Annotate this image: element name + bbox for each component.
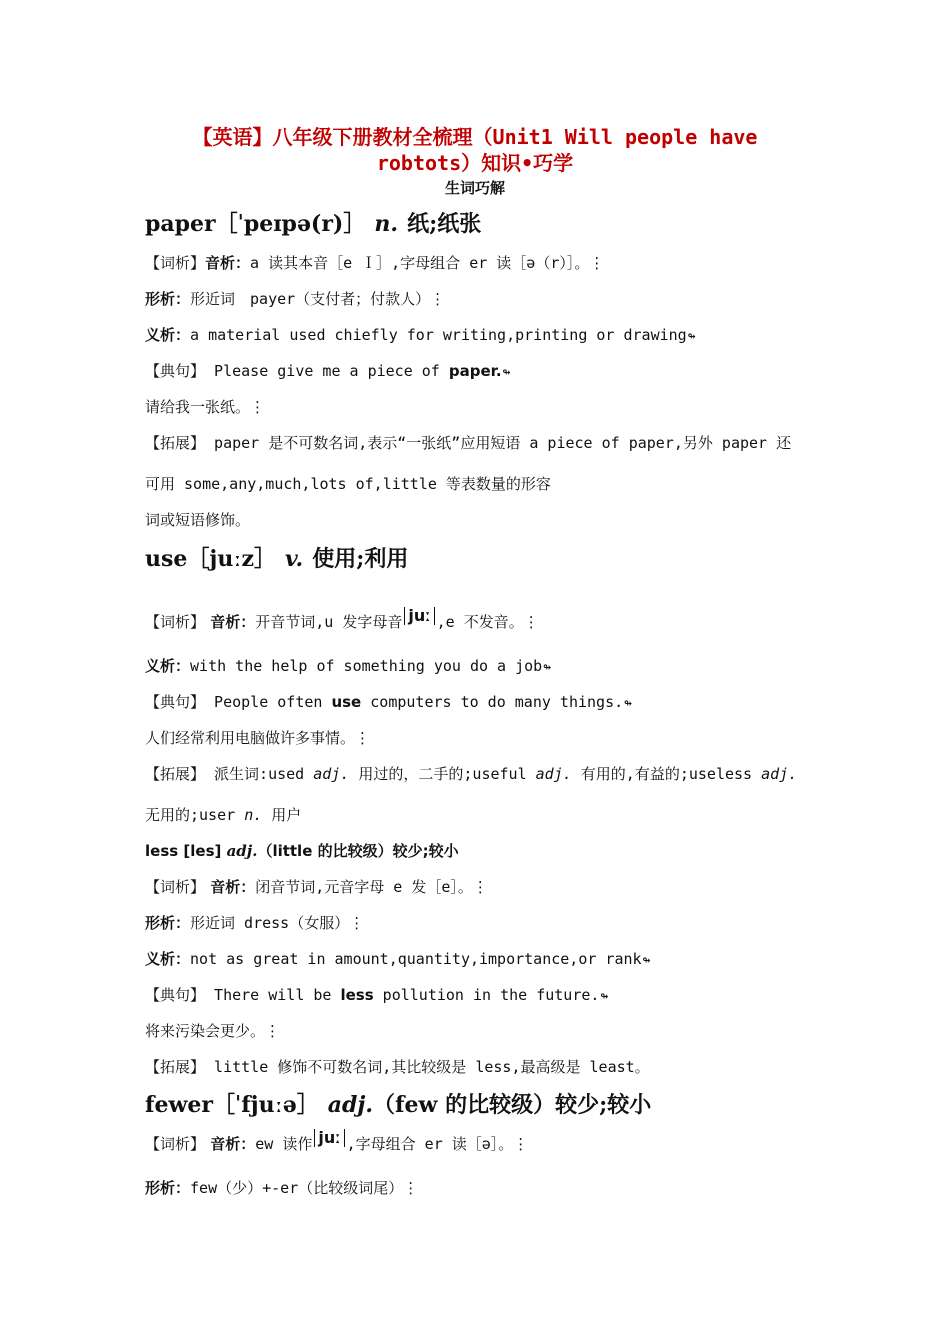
label: 音析： xyxy=(205,613,256,631)
continuation-mark-icon: ↬ xyxy=(642,953,651,968)
less-meaning-analysis xyxy=(145,948,650,969)
use-extension-1 xyxy=(145,763,797,784)
part-of-speech: adj. xyxy=(226,842,258,860)
headword-meaning: （few 的比较级）较少;较小 xyxy=(373,1092,652,1118)
paper-form-analysis xyxy=(145,288,445,309)
fewer-form-analysis xyxy=(145,1177,418,1198)
less-example-translation: 将来污染会更少。⋮ xyxy=(145,1022,281,1040)
entry-paper-headword xyxy=(145,207,481,238)
headword: paper［ˈpeɪpə(r)］ xyxy=(145,211,366,237)
text: 形近词 dress（女服）⋮ xyxy=(190,914,365,932)
tag: 【词析】 xyxy=(145,613,206,631)
tag: 【词析】 xyxy=(145,254,206,272)
text: a material used chiefly for writing,printing or drawing xyxy=(190,326,687,344)
text: There will be xyxy=(205,986,341,1004)
text: with the help of something you do a job xyxy=(190,657,543,675)
continuation-mark-icon: ↬ xyxy=(543,660,552,675)
text: People often xyxy=(205,693,332,711)
entry-use-headword xyxy=(145,542,408,573)
label: 义析： xyxy=(145,950,191,968)
keyword: less xyxy=(340,986,374,1004)
ipa-symbol: juː xyxy=(314,1129,344,1147)
part-of-speech: n. xyxy=(374,211,399,237)
use-example-translation: 人们经常利用电脑做许多事情。⋮ xyxy=(145,729,371,747)
continuation-mark-icon: ↬ xyxy=(624,696,632,711)
part-of-speech: v. xyxy=(284,546,304,572)
text: ,e 不发音。⋮ xyxy=(436,613,539,631)
use-example-sentence xyxy=(145,691,632,712)
part-of-speech: adj. xyxy=(327,1092,374,1118)
headword: use［juːz］ xyxy=(145,546,276,572)
label: 形析： xyxy=(145,290,191,308)
paper-meaning-analysis xyxy=(145,324,696,345)
text: pollution in the future. xyxy=(373,986,600,1004)
use-meaning-analysis xyxy=(145,655,551,676)
ipa-symbol: juː xyxy=(404,607,434,625)
less-extension xyxy=(145,1056,650,1077)
text: ew 读作 xyxy=(255,1135,313,1153)
headword-meaning: 使用;利用 xyxy=(312,546,409,572)
paper-example-sentence xyxy=(145,360,510,381)
continuation-mark-icon: ↬ xyxy=(502,365,511,380)
text: a 读其本音［e Ｉ］,字母组合 er 读［ə（r）］。⋮ xyxy=(250,254,605,272)
doc-title-line-2: robtots）知识•巧学 xyxy=(376,151,574,175)
headword-meaning: 纸;纸张 xyxy=(407,211,482,237)
text: 有用的,有益的;useless xyxy=(571,765,762,783)
label: 音析： xyxy=(205,254,251,272)
less-phonetic-analysis xyxy=(145,876,488,897)
text: 闭音节词,元音字母 e 发［e］。⋮ xyxy=(255,878,488,896)
keyword: use xyxy=(331,693,362,711)
section-subtitle: 生词巧解 xyxy=(444,179,505,197)
headword: fewer［ˈfjuːə］ xyxy=(145,1092,319,1118)
text: not as great in amount,quantity,importance,or rank xyxy=(190,950,642,968)
paper-extension-3: 词或短语修饰。 xyxy=(145,511,251,529)
text: 形近词 payer（支付者；付款人）⋮ xyxy=(190,290,446,308)
tag: 【词析】 xyxy=(145,1135,206,1153)
continuation-mark-icon: ↬ xyxy=(687,329,696,344)
text: ,字母组合 er 读［ə］。⋮ xyxy=(346,1135,529,1153)
headword-meaning: （little 的比较级）较少;较小 xyxy=(257,842,459,860)
entry-fewer-headword xyxy=(145,1088,651,1119)
entry-less-headword xyxy=(145,840,459,861)
less-form-analysis xyxy=(145,912,364,933)
text: little 修饰不可数名词,其比较级是 less,最高级是 least。 xyxy=(205,1058,650,1076)
paper-example-translation: 请给我一张纸。⋮ xyxy=(145,398,266,416)
paper-extension-2: 可用 some,any,much,lots of,little 等表数量的形容 xyxy=(145,475,551,493)
label: 形析： xyxy=(145,914,191,932)
text: few（少）+-er（比较级词尾）⋮ xyxy=(190,1179,419,1197)
text: 开音节词,u 发字母音 xyxy=(255,613,403,631)
tag: 【拓展】 xyxy=(145,434,206,452)
tag: 【典句】 xyxy=(145,693,206,711)
paper-phonetic-analysis xyxy=(145,252,604,273)
part-of-speech: n. xyxy=(244,806,263,824)
text: 用户 xyxy=(262,806,302,824)
paper-extension-1 xyxy=(145,432,791,453)
text: paper 是不可数名词,表示“一张纸”应用短语 a piece of paper,另外 paper 还 xyxy=(205,434,792,452)
keyword: paper. xyxy=(448,362,502,380)
text: 派生词:used xyxy=(205,765,314,783)
fewer-phonetic-analysis xyxy=(145,1128,529,1154)
tag: 【词析】 xyxy=(145,878,206,896)
less-example-sentence xyxy=(145,984,608,1005)
tag: 【典句】 xyxy=(145,986,206,1004)
tag: 【拓展】 xyxy=(145,1058,206,1076)
label: 形析： xyxy=(145,1179,191,1197)
doc-title-line-1: 【英语】八年级下册教材全梳理（Unit1 Will people have xyxy=(192,125,758,149)
headword: less [les] xyxy=(145,842,227,860)
text: 无用的;user xyxy=(145,806,245,824)
part-of-speech: adj. xyxy=(761,765,798,783)
use-phonetic-analysis xyxy=(145,606,539,632)
label: 义析： xyxy=(145,326,191,344)
text: 用过的，二手的;useful xyxy=(349,765,536,783)
tag: 【典句】 xyxy=(145,362,206,380)
label: 音析： xyxy=(205,1135,256,1153)
label: 音析： xyxy=(205,878,256,896)
text: Please give me a piece of xyxy=(205,362,449,380)
label: 义析： xyxy=(145,657,191,675)
continuation-mark-icon: ↬ xyxy=(600,989,609,1004)
text: computers to do many things. xyxy=(361,693,624,711)
use-extension-2 xyxy=(145,804,301,825)
part-of-speech: adj. xyxy=(535,765,572,783)
tag: 【拓展】 xyxy=(145,765,206,783)
part-of-speech: adj. xyxy=(313,765,350,783)
